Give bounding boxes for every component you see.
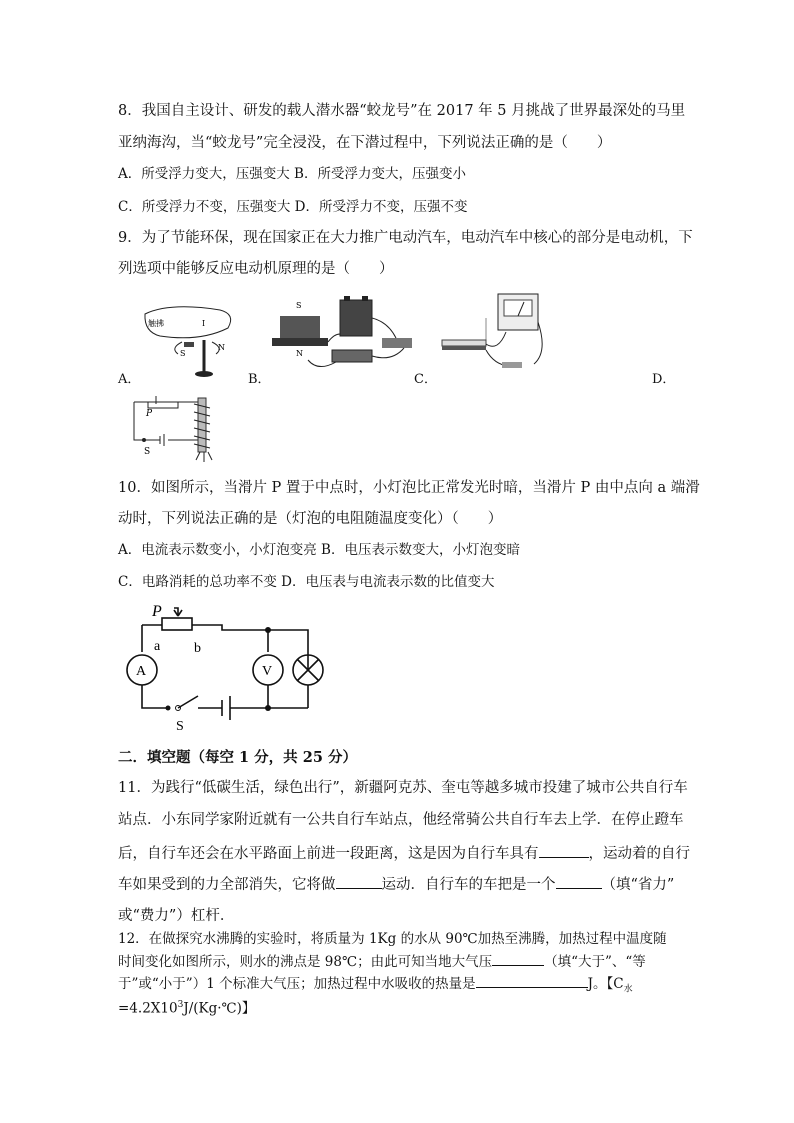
q12-line3-part1: 于”或“小于”）1 个标准大气压；加热过程中水吸收的热量是: [118, 976, 476, 992]
q11-line5: 或“费力”）杠杆．: [118, 908, 235, 924]
q12-water-subscript: 水: [623, 984, 633, 995]
q8-line2: 亚纳海沟，当“蛟龙号”完全浸没，在下潜过程中，下列说法正确的是（ ）: [118, 135, 612, 151]
q12-blank-1[interactable]: [492, 951, 544, 966]
q12-line4-part2: J/(Kg·℃)】: [183, 1000, 256, 1017]
figB-n-label: N: [296, 349, 303, 358]
q8-options-ab: A．所受浮力变大，压强变大 B．所受浮力变大，压强变小: [118, 166, 466, 182]
q12-line2: [118, 951, 646, 972]
q9-line2: 列选项中能够反应电动机原理的是（ ）: [118, 261, 394, 277]
q11-blank-2[interactable]: [336, 874, 382, 889]
q11-line3: [118, 843, 690, 864]
q11-line3-part1: 后，自行车还会在水平路面上前进一段距离，这是因为自行车具有: [118, 846, 539, 862]
q10-options-cd: C．电路消耗的总功率不变 D．电压表与电流表示数的比值变大: [118, 574, 495, 590]
q10-options-ab: A．电流表示数变小，小灯泡变亮 B．电压表示数变大，小灯泡变暗: [118, 542, 520, 558]
section2-title: 二．填空题（每空 1 分，共 25 分）: [118, 749, 357, 766]
q9-figure-b: [268, 294, 418, 378]
q10-line2: 动时，下列说法正确的是（灯泡的电阻随温度变化）（ ）: [118, 511, 503, 527]
q12-blank-2[interactable]: [476, 973, 588, 988]
q9-option-c-label: C．: [414, 372, 437, 387]
q9-figure-c: [436, 292, 556, 378]
q9-line1: 9．为了节能环保，现在国家正在大力推广电动汽车，电动汽车中核心的部分是电动机，下: [118, 230, 693, 246]
figA-label: 触拂: [148, 319, 164, 328]
q9-figure-a: [140, 300, 240, 380]
figA-n-label: N: [218, 343, 225, 352]
q12-line4-part1: =4.2X10: [118, 1000, 178, 1017]
voltmeter-label: V: [262, 664, 273, 679]
circuit-a-label: a: [154, 639, 161, 654]
q12-line2-part2: （填“大于”、“等: [544, 954, 646, 970]
figD-p-label: P: [146, 409, 153, 419]
q10-circuit-diagram: [118, 600, 338, 735]
figD-s-label: S: [144, 447, 151, 457]
q9-option-b-label: B．: [248, 372, 271, 387]
ammeter-label: A: [136, 664, 147, 679]
q11-line4: [118, 874, 674, 895]
q11-line3-part2: ，运动着的自行: [588, 846, 690, 862]
q11-line2: 站点．小东同学家附近就有一公共自行车站点，他经常骑公共自行车去上学．在停止蹬车: [118, 812, 684, 828]
q11-line4-part3: （填“省力”: [601, 877, 675, 893]
q11-line1: 11．为践行“低碳生活，绿色出行”，新疆阿克苏、奎屯等越多城市投建了城市公共自行车: [118, 780, 688, 796]
circuit-b-label: b: [194, 641, 201, 656]
switch-label: S: [176, 719, 184, 734]
q9-figure-d: [120, 394, 220, 464]
q11-line4-part2: 运动．自行车的车把是一个: [381, 877, 556, 893]
q11-blank-3[interactable]: [556, 874, 602, 889]
q12-line1: 12．在做探究水沸腾的实验时，将质量为 1Kg 的水从 90℃加热至沸腾，加热过程中温度随: [118, 931, 667, 947]
q12-exponent: 3: [177, 1000, 184, 1010]
q8-options-cd: C．所受浮力不变，压强变大 D．所受浮力不变，压强不变: [118, 199, 468, 215]
q8-line1: 8．我国自主设计、研发的载人潜水器“蛟龙号”在 2017 年 5 月挑战了世界最深处的马里: [118, 103, 686, 119]
figA-s-label: S: [180, 349, 186, 358]
q12-line3-part2: J。【C: [587, 976, 624, 992]
q10-line1: 10．如图所示，当滑片 P 置于中点时，小灯泡比正常发光时暗，当滑片 P 由中点向 a 端滑: [118, 480, 700, 496]
figB-s-label: S: [296, 301, 302, 310]
q9-option-d-label: D．: [652, 372, 676, 387]
figA-current-label: I: [202, 319, 206, 328]
q12-line2-part1: 时间变化如图所示，则水的沸点是 98℃；由此可知当地大气压: [118, 954, 493, 970]
q11-blank-1[interactable]: [539, 843, 589, 858]
circuit-p-label: P: [152, 603, 162, 620]
q12-line4: [118, 995, 255, 1019]
q11-line4-part1: 车如果受到的力全部消失，它将做: [118, 877, 336, 893]
q9-option-a-label: A．: [118, 372, 141, 387]
